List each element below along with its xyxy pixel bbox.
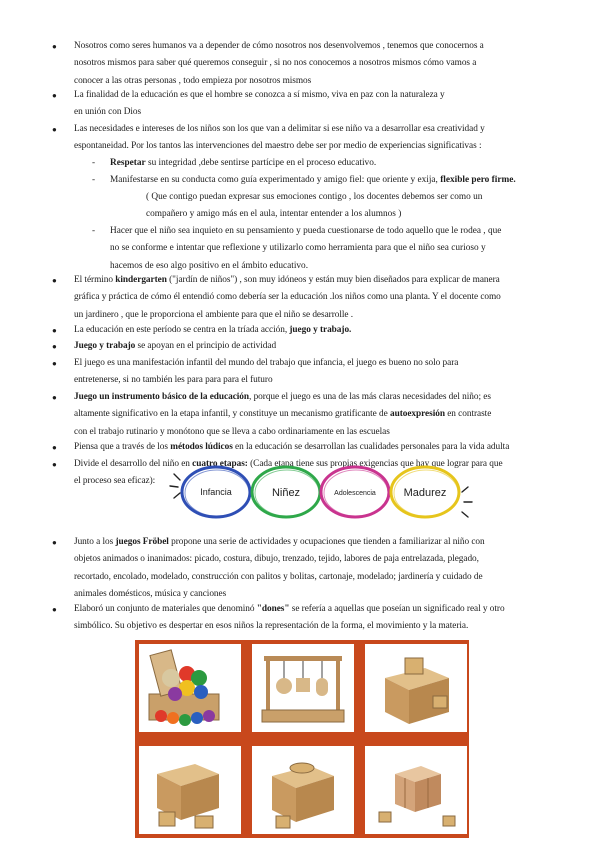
gift-image-cylinder bbox=[252, 746, 354, 834]
text-run: Junto a los bbox=[74, 537, 116, 547]
stage-label: Niñez bbox=[271, 487, 301, 499]
dash-marker: - bbox=[92, 175, 96, 185]
bullet-12 bbox=[74, 601, 544, 636]
text-run: La educación en este período se centra en la tríada acción, bbox=[74, 325, 290, 335]
bullet-marker: ● bbox=[52, 393, 57, 402]
text-run: propone una serie de actividades y ocupaciones que tienden a familiarizar al niño con bbox=[168, 537, 485, 547]
bold-text: Respetar bbox=[110, 158, 146, 168]
text-line: espontaneidad. Por los tantos las intervenciones del maestro debe ser por medio de experiencias significativas : bbox=[74, 141, 482, 152]
bold-text: cuatro etapas: bbox=[192, 459, 248, 469]
sparkle-right-icon bbox=[462, 487, 472, 517]
bullet-4 bbox=[74, 272, 544, 324]
stage-label: Madurez bbox=[403, 487, 447, 499]
bullet-9 bbox=[74, 439, 544, 456]
text-line: en unión con Dios bbox=[74, 107, 142, 118]
bullet-marker: ● bbox=[52, 342, 57, 351]
text-line: Las necesidades e intereses de los niños son los que van a delimitar si ese niño va a desarrollar esa creatividad y bbox=[74, 124, 485, 134]
bold-text: Juego un instrumento básico de la educación bbox=[74, 392, 250, 402]
bullet-marker: ● bbox=[52, 538, 57, 547]
bullet-marker: ● bbox=[52, 443, 57, 452]
bullet-marker: ● bbox=[52, 42, 57, 51]
bullet-marker: ● bbox=[52, 276, 57, 285]
text-run: en contraste bbox=[444, 409, 492, 420]
text-line: compañero y amigo más en el aula, intentar entender a los alumnos ) bbox=[146, 209, 402, 220]
subitem-respetar bbox=[110, 155, 550, 172]
text-line: nosotros mismos para saber qué queremos conseguir , si no nos conocemos a nosotros mismos cómo vamos a bbox=[74, 58, 477, 69]
bullet-3 bbox=[74, 121, 544, 156]
stage-madurez bbox=[391, 467, 459, 517]
text-line: recortado, encolado, modelado, construcción con palitos y bolitas, cartonaje, modelado; jardinería y cuidado de bbox=[74, 571, 483, 582]
subitem-manifestarse bbox=[110, 172, 550, 189]
stage-adolescencia bbox=[321, 467, 389, 517]
text-run: en la educación se desarrollan las cualidades personales para la vida adulta bbox=[232, 442, 510, 452]
text-line: el proceso sea eficaz): bbox=[74, 476, 156, 487]
text-line: objetos animados o inanimados: picado, costura, dibujo, trenzado, tejido, labores de paja entrelazada, plegado, bbox=[74, 554, 479, 565]
text-line: entretenerse, si no también les para para para el futuro bbox=[74, 375, 273, 386]
gift-image-stacked-cubes bbox=[365, 746, 467, 834]
text-line: conocer a las otras personas , todo empieza por nosotros mismos bbox=[74, 75, 312, 86]
bullet-marker: ● bbox=[52, 359, 57, 368]
bullet-2 bbox=[74, 87, 544, 122]
bullet-11 bbox=[74, 534, 544, 603]
dash-marker: - bbox=[92, 158, 96, 168]
bullet-5 bbox=[74, 322, 544, 339]
text-run: Divide el desarrollo del niño en bbox=[74, 459, 193, 469]
bullet-marker: ● bbox=[52, 326, 57, 335]
text-run: El término bbox=[74, 275, 116, 285]
dash-marker: - bbox=[92, 226, 96, 236]
text-run: ("jardín de niños") , son muy idóneos y están muy bien diseñados para explicar de manera bbox=[166, 275, 500, 285]
bold-text: "dones" bbox=[256, 604, 290, 614]
bold-text: kindergarten bbox=[115, 275, 167, 285]
bullet-marker: ● bbox=[52, 460, 57, 469]
bullet-7 bbox=[74, 355, 544, 390]
sparkle-left-icon bbox=[170, 474, 180, 498]
text-line bbox=[74, 406, 544, 423]
text-line: Hacer que el niño sea inquieto en su pensamiento y pueda cuestionarse de todo aquello que le rodea , que bbox=[110, 226, 502, 236]
stage-infancia bbox=[182, 467, 250, 517]
stage-label: Infancia bbox=[200, 487, 232, 497]
bullet-marker: ● bbox=[52, 125, 57, 134]
text-line: hacemos de eso algo positivo en el ámbito educativo. bbox=[110, 260, 309, 271]
text-line: gráfica y práctica de cómo él entendió como debería ser la educación .los niños como una planta. Y el docente como bbox=[74, 292, 501, 303]
gift-image-blocks bbox=[139, 746, 241, 834]
text-run: se apoyan en el principio de actividad bbox=[135, 341, 277, 351]
bold-text: juego y trabajo. bbox=[289, 325, 352, 335]
bullet-marker: ● bbox=[52, 91, 57, 100]
text-run: altamente significativo en la etapa infantil, y constituye un mecanismo gratificante de bbox=[74, 409, 390, 420]
text-line: Nosotros como seres humanos va a depender de cómo nosotros nos desenvolvemos , tenemos que conocernos a bbox=[74, 41, 484, 51]
bullet-8 bbox=[74, 389, 544, 441]
text-line: ( Que contigo puedan expresar sus emociones contigo , los docentes debemos ser como un bbox=[146, 192, 483, 202]
bold-text: juegos Fröbel bbox=[115, 537, 169, 547]
text-line: con el trabajo rutinario y monótono que se lleva a cabo ordinariamente en las escuelas bbox=[74, 426, 390, 437]
text-line: El juego es una manifestación infantil del mundo del trabajo que infancia, el juego es bueno no solo para bbox=[74, 358, 459, 368]
text-line: La finalidad de la educación es que el hombre se conozca a sí mismo, viva en paz con la naturaleza y bbox=[74, 90, 445, 100]
bold-text: métodos lúdicos bbox=[170, 442, 233, 452]
text-run: , porque el juego es una de las más claras necesidades del niño; es bbox=[249, 392, 491, 402]
bold-text: flexible pero firme. bbox=[440, 175, 516, 185]
subitem-manifestarse-cont bbox=[146, 189, 546, 224]
text-run: su integridad ,debe sentirse partícipe en el proceso educativo. bbox=[145, 158, 377, 168]
froebel-gifts-collage bbox=[135, 640, 469, 838]
subitem-hacer bbox=[110, 223, 550, 275]
text-run: (Cada etapa tiene sus propias exigencias que hay que lograr para que bbox=[247, 459, 503, 469]
stages-graphic bbox=[166, 462, 476, 522]
text-run: Elaboró un conjunto de materiales que denominó bbox=[74, 604, 257, 614]
text-run: Manifestarse en su conducta como guía experimentado y amigo fiel: que oriente y exija, bbox=[110, 175, 441, 185]
text-line bbox=[74, 389, 544, 406]
text-run: Piensa que a través de los bbox=[74, 442, 171, 452]
gift-image-frame bbox=[252, 644, 354, 732]
bold-text: autoexpresión bbox=[389, 409, 445, 420]
bold-text: Juego y trabajo bbox=[74, 341, 136, 351]
text-line: simbólico. Su objetivo es despertar en esos niños la representación de la forma, el movimiento y la materia. bbox=[74, 621, 469, 632]
text-line bbox=[74, 272, 544, 289]
text-line bbox=[74, 534, 544, 551]
bullet-marker: ● bbox=[52, 605, 57, 614]
stage-label: Adolescencia bbox=[334, 490, 376, 497]
gift-image-balls bbox=[139, 644, 241, 732]
gift-image-cube-box bbox=[365, 644, 467, 732]
text-line bbox=[74, 601, 544, 618]
text-run: se refería a aquellas que poseían un significado real y otro bbox=[289, 604, 505, 614]
bullet-1 bbox=[74, 38, 544, 90]
text-line: un jardinero , que le proporciona el ambiente para que el niño se desarrolle . bbox=[74, 309, 354, 320]
text-line: animales domésticos, música y canciones bbox=[74, 588, 227, 599]
text-line: no se conforme e intentar que reflexione y utilizarlo como herramienta para que el niño sea curioso y bbox=[110, 243, 486, 254]
bullet-6 bbox=[74, 338, 544, 355]
stage-ninez bbox=[252, 467, 320, 517]
